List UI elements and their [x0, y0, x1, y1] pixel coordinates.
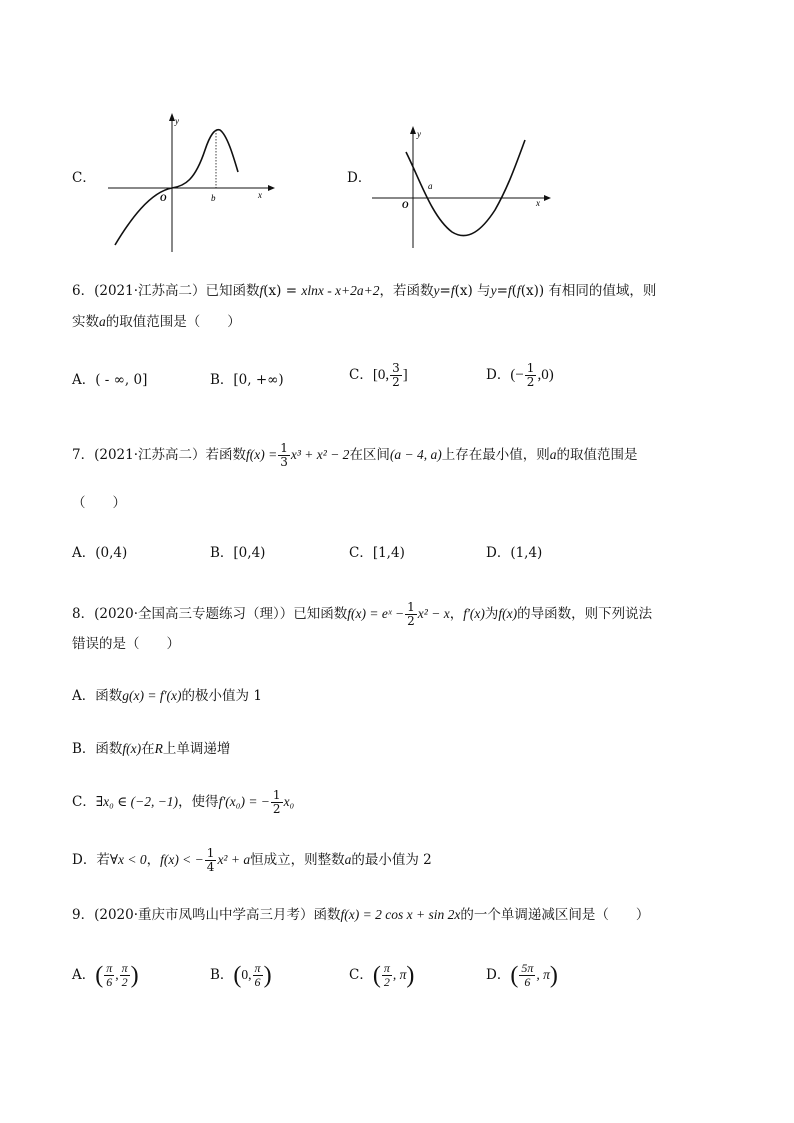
q8-b-math: f(x)	[122, 741, 142, 756]
q8-b-post: 上单调递增	[162, 741, 231, 757]
q8-mid2: 为	[484, 606, 499, 622]
q7-option-b[interactable]: B．[0,4)	[210, 545, 266, 561]
q9-c-rparen: )	[406, 962, 415, 989]
d-x-arrow	[544, 195, 551, 201]
q7-option-a[interactable]: A．(0,4)	[72, 545, 128, 561]
q6-d-right: ,0)	[537, 367, 554, 383]
q9-tail: 的一个单调递减区间是（ ）	[460, 907, 650, 923]
q7-den: 3	[280, 455, 288, 469]
q6-option-d[interactable]	[486, 362, 554, 389]
q7-a: a	[549, 447, 557, 462]
q6-option-b[interactable]: B．[0, +∞)	[210, 372, 284, 388]
q8-option-d[interactable]	[72, 847, 432, 874]
q9-stem	[72, 905, 649, 925]
q8-frac	[405, 601, 417, 628]
q9-c-n: π	[383, 961, 390, 975]
q8-d-expr: x² + a	[217, 852, 251, 867]
graph-c	[105, 110, 280, 255]
q8-prefix: 8．(2020·全国高三专题练习（理））已知函数	[72, 606, 348, 622]
q7-paren: （ ）	[72, 495, 126, 511]
q6-f2: f	[450, 283, 455, 298]
q8-option-c[interactable]	[72, 789, 294, 816]
q8-b-r: R	[154, 741, 163, 756]
q8-expr: x² − x	[417, 606, 450, 621]
q7-interval: (a − 4, a)	[389, 447, 442, 462]
q9-a-d2: 2	[121, 975, 128, 989]
q6-arg2: (x) 与	[454, 283, 491, 299]
q9-b-n: π	[254, 961, 261, 975]
q9-c-right: , π	[392, 967, 407, 982]
q6-option-a[interactable]: A．( - ∞, 0]	[72, 372, 148, 388]
q6-d-frac	[525, 362, 537, 389]
q6-d-den: 2	[526, 375, 535, 389]
q6-c-frac	[390, 362, 402, 389]
q7-option-c[interactable]: C．[1,4)	[349, 545, 405, 561]
q8-c-pre: C．	[72, 794, 96, 810]
q8-d-math2: f(x) < −	[160, 852, 204, 867]
q9-d-right: , π	[536, 967, 550, 982]
q7-stem-line1	[72, 442, 638, 469]
q8-fx: f(x)	[498, 606, 518, 621]
q8-stem-line2: 错误的是（ ）	[72, 636, 180, 652]
q6-c-right: ]	[402, 367, 408, 383]
q7-tail: 上存在最小值，则	[441, 447, 550, 463]
q6-c-num: 3	[392, 361, 400, 375]
q6-line2a: 实数	[72, 314, 99, 330]
d-y-arrow	[410, 126, 416, 134]
q8-c-den: 2	[272, 802, 281, 816]
q8-num: 1	[407, 600, 415, 614]
q6-f3: f	[507, 283, 512, 298]
q6-mid: ，若函数	[379, 283, 434, 299]
q6-y1: y	[433, 283, 440, 298]
c-x-arrow	[268, 185, 275, 191]
q9-a-d1: 6	[106, 975, 113, 989]
q6-y2: y	[490, 283, 497, 298]
c-y-label: y	[175, 116, 179, 126]
q9-d-frac	[519, 962, 535, 989]
q7-num: 1	[280, 441, 288, 455]
q8-d-den: 4	[206, 860, 215, 874]
q8-b-pre: B．函数	[72, 741, 123, 757]
q9-b-lparen: (	[233, 962, 242, 989]
q6-option-c[interactable]	[349, 362, 408, 389]
q6-c-den: 2	[392, 375, 400, 389]
q7-option-d[interactable]: D．(1,4)	[486, 545, 543, 561]
q9-d-n: 5π	[521, 961, 534, 975]
q7-mid: 在区间	[349, 447, 390, 463]
d-curve	[406, 140, 525, 236]
q6-stem-line2	[72, 312, 241, 332]
q9-d-lparen: (	[510, 962, 519, 989]
q9-func: f(x) = 2 cos x + sin 2x	[340, 907, 461, 922]
q9-b-frac	[253, 962, 263, 989]
q7-frac	[278, 442, 290, 469]
q9-c-lparen: (	[372, 962, 381, 989]
q9-c-frac	[382, 962, 392, 989]
q9-a-frac1	[104, 962, 114, 989]
q9-prefix: 9．(2020·重庆市凤鸣山中学高三月考）函数	[72, 907, 341, 923]
c-b-label: b	[211, 193, 216, 203]
q6-stem-line1	[72, 281, 656, 301]
q8-option-a[interactable]	[72, 686, 262, 706]
d-a-label: a	[428, 181, 433, 191]
q9-a-n2: π	[121, 961, 128, 975]
q6-f: f	[259, 283, 264, 298]
q8-a-math: g(x) = f′(x)	[122, 688, 182, 703]
q9-a-lparen: (	[95, 962, 104, 989]
q9-c-d: 2	[383, 975, 390, 989]
q9-option-d[interactable]	[486, 962, 558, 989]
q6-prefix: 6．(2021·江苏高二）已知函数	[72, 283, 260, 299]
q9-b-d: 6	[254, 975, 261, 989]
q8-d-math: ∀x < 0	[109, 852, 147, 867]
q6-a: a	[99, 314, 106, 329]
c-curve	[115, 130, 238, 245]
q6-d-num: 1	[526, 361, 535, 375]
q9-d-d: 6	[524, 975, 531, 989]
q9-a-n1: π	[106, 961, 113, 975]
q8-d-pre: D．若	[72, 852, 110, 868]
c-origin-label: O	[160, 193, 167, 203]
q6-c-left: [0,	[372, 367, 390, 383]
q7-func: f(x) =	[246, 447, 278, 462]
q9-b-rparen: )	[263, 962, 272, 989]
q8-d-frac	[205, 847, 217, 874]
q6-eq3: =	[496, 283, 508, 299]
q8-c-x: x₀	[283, 794, 295, 809]
q8-d-mid: ，	[146, 852, 161, 868]
q9-b-label: B．	[210, 967, 234, 983]
q8-fp: f′(x)	[463, 606, 485, 621]
q8-c-math2: f′(x₀) = −	[218, 794, 270, 809]
q6-line2b: 的取值范围是（ ）	[105, 314, 241, 330]
q9-option-a[interactable]: A．( $\frac{\pi}{6}$ , $\frac{\pi}{2}$ )	[72, 961, 139, 989]
q6-paren: (	[511, 283, 517, 299]
q8-d-post: 恒成立，则整数	[250, 852, 345, 868]
q6-tail: (x)) 有相同的值域，则	[520, 283, 657, 299]
option-c-label: C．	[72, 170, 96, 186]
q9-d-label: D．	[486, 967, 511, 983]
q8-stem-line1	[72, 601, 652, 628]
d-y-label: y	[417, 129, 421, 139]
option-d-label: D．	[347, 170, 372, 186]
q9-c-label: C．	[349, 967, 373, 983]
q7-expr: x³ + x² − 2	[290, 447, 350, 462]
q8-c-math: ∃x₀ ∈ (−2, −1)	[95, 794, 179, 809]
q6-eq: (x) =	[263, 283, 298, 299]
q8-tail: 的导函数，则下列说法	[517, 606, 653, 622]
q8-d-post2: 的最小值为 2	[351, 852, 432, 868]
q8-b-mid: 在	[141, 741, 155, 757]
q8-c-mid: ，使得	[178, 794, 219, 810]
q9-b-left: 0,	[241, 967, 252, 982]
q8-option-b[interactable]	[72, 739, 230, 759]
q7-prefix: 7．(2021·江苏高二）若函数	[72, 447, 247, 463]
c-x-label: x	[258, 190, 262, 200]
q6-expr: xlnx - x+2a+2	[301, 283, 380, 298]
q6-eq2: =	[439, 283, 451, 299]
q8-c-num: 1	[272, 788, 281, 802]
q8-den: 2	[407, 614, 415, 628]
q6-d-label: D．	[486, 367, 511, 383]
q8-c-frac	[271, 789, 283, 816]
q9-option-c[interactable]	[349, 962, 414, 989]
q9-d-rparen: )	[549, 962, 558, 989]
d-origin-label: O	[402, 200, 409, 210]
q9-a-frac2	[120, 962, 130, 989]
d-x-label: x	[536, 198, 540, 208]
q6-f4: f	[516, 283, 521, 298]
q8-a-post: 的极小值为 1	[181, 688, 262, 704]
q6-c-label: C．	[349, 367, 373, 383]
q8-a-pre: A．函数	[72, 688, 123, 704]
q9-a-label: A．	[72, 967, 96, 983]
q8-d-a: a	[344, 852, 352, 867]
q7-tail2: 的取值范围是	[556, 447, 638, 463]
q9-option-b[interactable]	[210, 962, 272, 989]
q8-d-num: 1	[206, 846, 215, 860]
q8-func: f(x) = eˣ −	[347, 606, 405, 621]
graph-d	[370, 122, 555, 252]
q8-mid: ，	[449, 606, 464, 622]
q9-a-rparen: )	[130, 962, 139, 989]
q6-d-left: (−	[510, 367, 524, 383]
